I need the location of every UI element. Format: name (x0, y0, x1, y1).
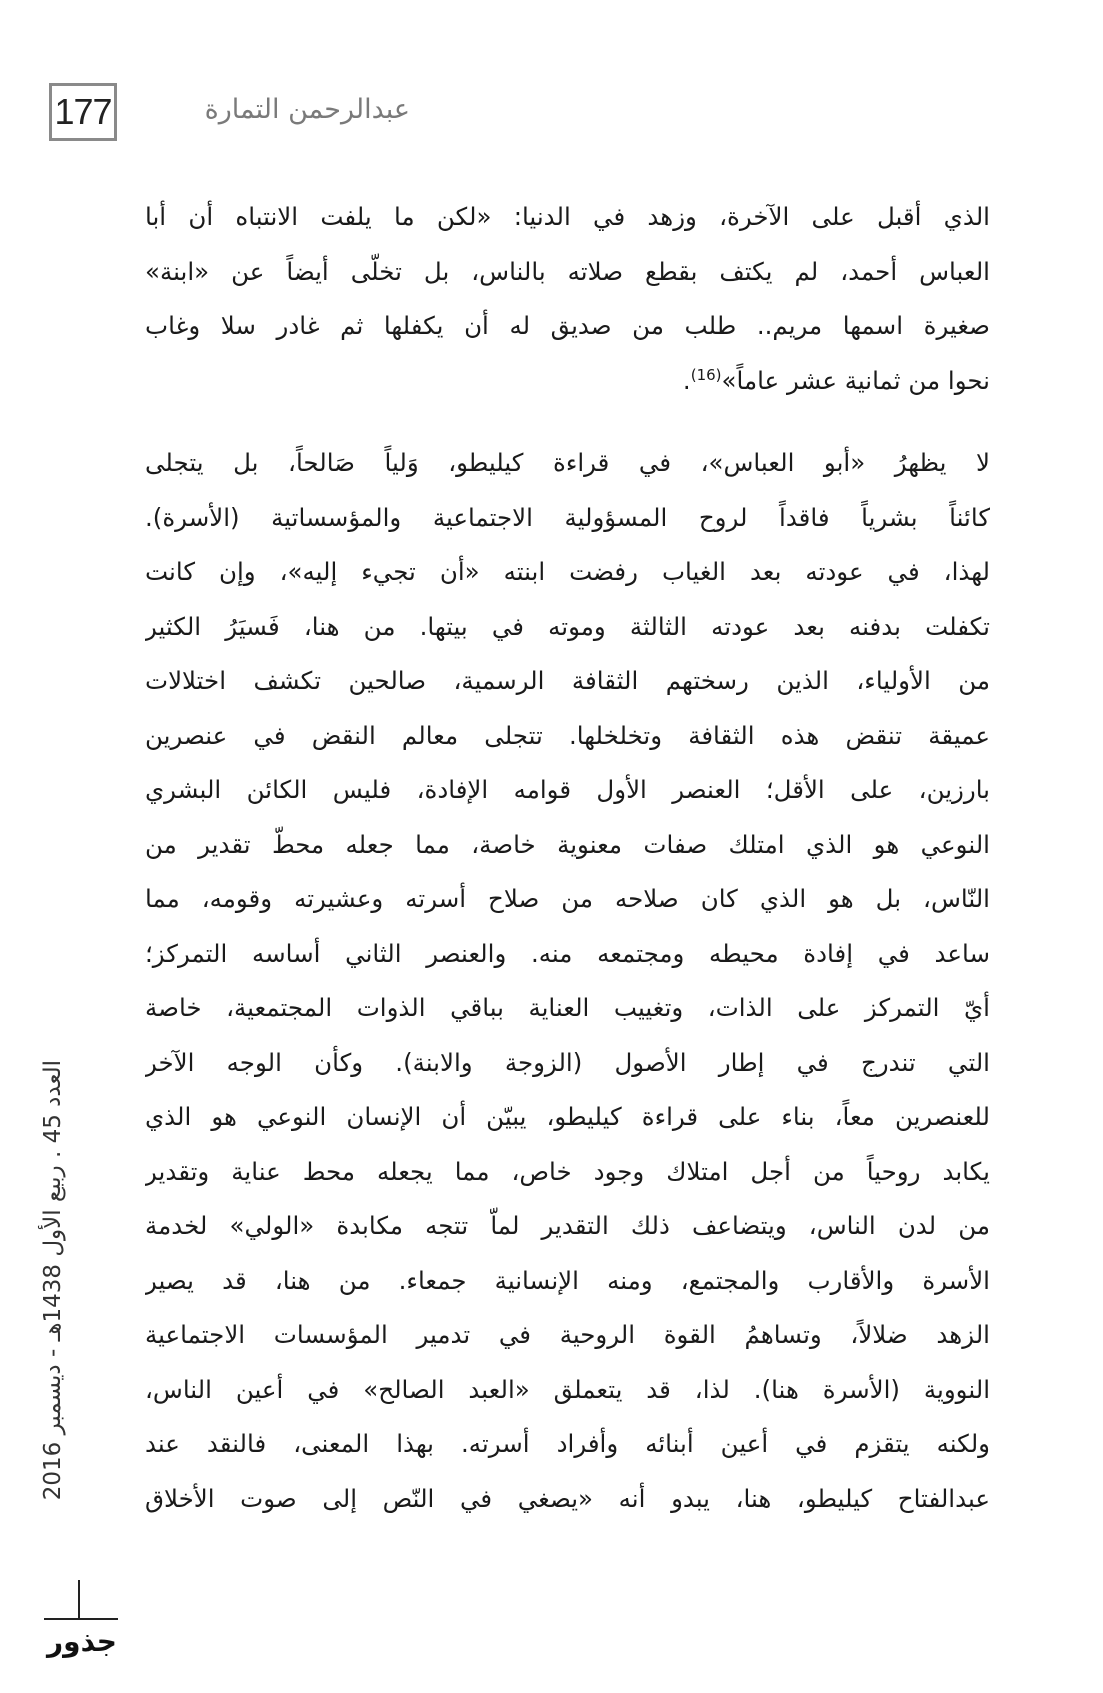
text-line-content: نحوا من ثمانية عشر عاماً» (721, 365, 990, 395)
text-line: العباس أحمد، لم يكتف بقطع صلاته بالناس، بل تخلّى أيضاً عن «ابنة» (145, 256, 990, 286)
issue-info-vertical: العدد 45 . ربيع الأول 1438هـ - ديسمبر 2016 (40, 1060, 66, 1501)
text-line: صغيرة اسمها مريم.. طلب من صديق له أن يكفلها ثم غادر سلا وغاب (145, 311, 990, 340)
text-line: ساعد في إفادة محيطه ومجتمعه منه. والعنصر الثاني أساسه التمركز؛ (145, 938, 990, 968)
text-line: لا يظهرُ «أبو العباس»، في قراءة كيليطو، وَلياً صَالحاً، بل يتجلى (145, 448, 990, 477)
text-line: أيّ التمركز على الذات، وتغييب العناية بباقي الذوات المجتمعية، خاصة (145, 993, 990, 1022)
running-head-author: عبدالرحمن التمارة (204, 94, 410, 125)
page-number: 177 (49, 83, 117, 141)
text-line (145, 354, 990, 409)
text-line: الذي أقبل على الآخرة، وزهد في الدنيا: «لكن ما يلفت الانتباه أن أبا (145, 202, 990, 231)
text-line: الأسرة والأقارب والمجتمع، ومنه الإنسانية جمعاء. من هنا، قد يصير (145, 1265, 990, 1295)
sentence-end: . (682, 365, 691, 395)
text-line: النووية (الأسرة هنا). لذا، قد يتعملق «العبد الصالح» في أعين الناس، (145, 1374, 990, 1404)
text-line: من الأولياء، الذين رسختهم الثقافة الرسمية، صالحين تكشف اختلالات (145, 666, 990, 695)
journal-logo: جذور (47, 1625, 117, 1658)
text-line: التي تندرج في إطار الأصول (الزوجة والابنة). وكأن الوجه الآخر (145, 1047, 990, 1077)
text-line: من لدن الناس، ويتضاعف ذلك التقدير لماّ تتجه مكابدة «الولي» لخدمة (145, 1211, 990, 1240)
paragraph-1 (145, 190, 990, 408)
sidebar-divider-vertical (78, 1580, 80, 1620)
text-line: كائناً بشرياً فاقداً لروح المسؤولية الاجتماعية والمؤسساتية (الأسرة). (145, 502, 990, 532)
text-line: يكابد روحياً من أجل امتلاك وجود خاص، مما يجعله محط عناية وتقدير (145, 1156, 990, 1186)
text-line: ولكنه يتقزم في أعين أبنائه وأفراد أسرته. بهذا المعنى، فالنقد عند (145, 1429, 990, 1458)
text-line: عميقة تنقض هذه الثقافة وتخلخلها. تتجلى معالم النقض في عنصرين (145, 720, 990, 750)
text-line: للعنصرين معاً، بناء على قراءة كيليطو، يبيّن أن الإنسان النوعي هو الذي (145, 1102, 990, 1131)
text-line: الزهد ضلالاً، وتساهمُ القوة الروحية في تدمير المؤسسات الاجتماعية (145, 1320, 990, 1349)
text-line: تكفلت بدفنه بعد عودته الثالثة وموته في بيتها. من هنا، فَسيَرُ الكثير (145, 611, 990, 641)
text-line: النوعي هو الذي امتلك صفات معنوية خاصة، مما جعله محطّ تقدير من (145, 829, 990, 859)
article-body (145, 190, 990, 1526)
text-line: النّاس، بل هو الذي كان صلاحه من صلاح أسرته وعشيرته وقومه، مما (145, 884, 990, 913)
sidebar-divider (44, 1618, 118, 1620)
text-line: لهذا، في عودته بعد الغياب رفضت ابنته «أن تجيء إليه»، وإن كانت (145, 557, 990, 586)
footnote-reference[interactable]: (16) (690, 365, 722, 384)
paragraph-2 (145, 436, 990, 1526)
text-line: عبدالفتاح كيليطو، هنا، يبدو أنه «يصغي في النّص إلى صوت الأخلاق (145, 1483, 990, 1513)
text-line: بارزين، على الأقل؛ العنصر الأول قوامه الإفادة، فليس الكائن البشري (145, 775, 990, 804)
